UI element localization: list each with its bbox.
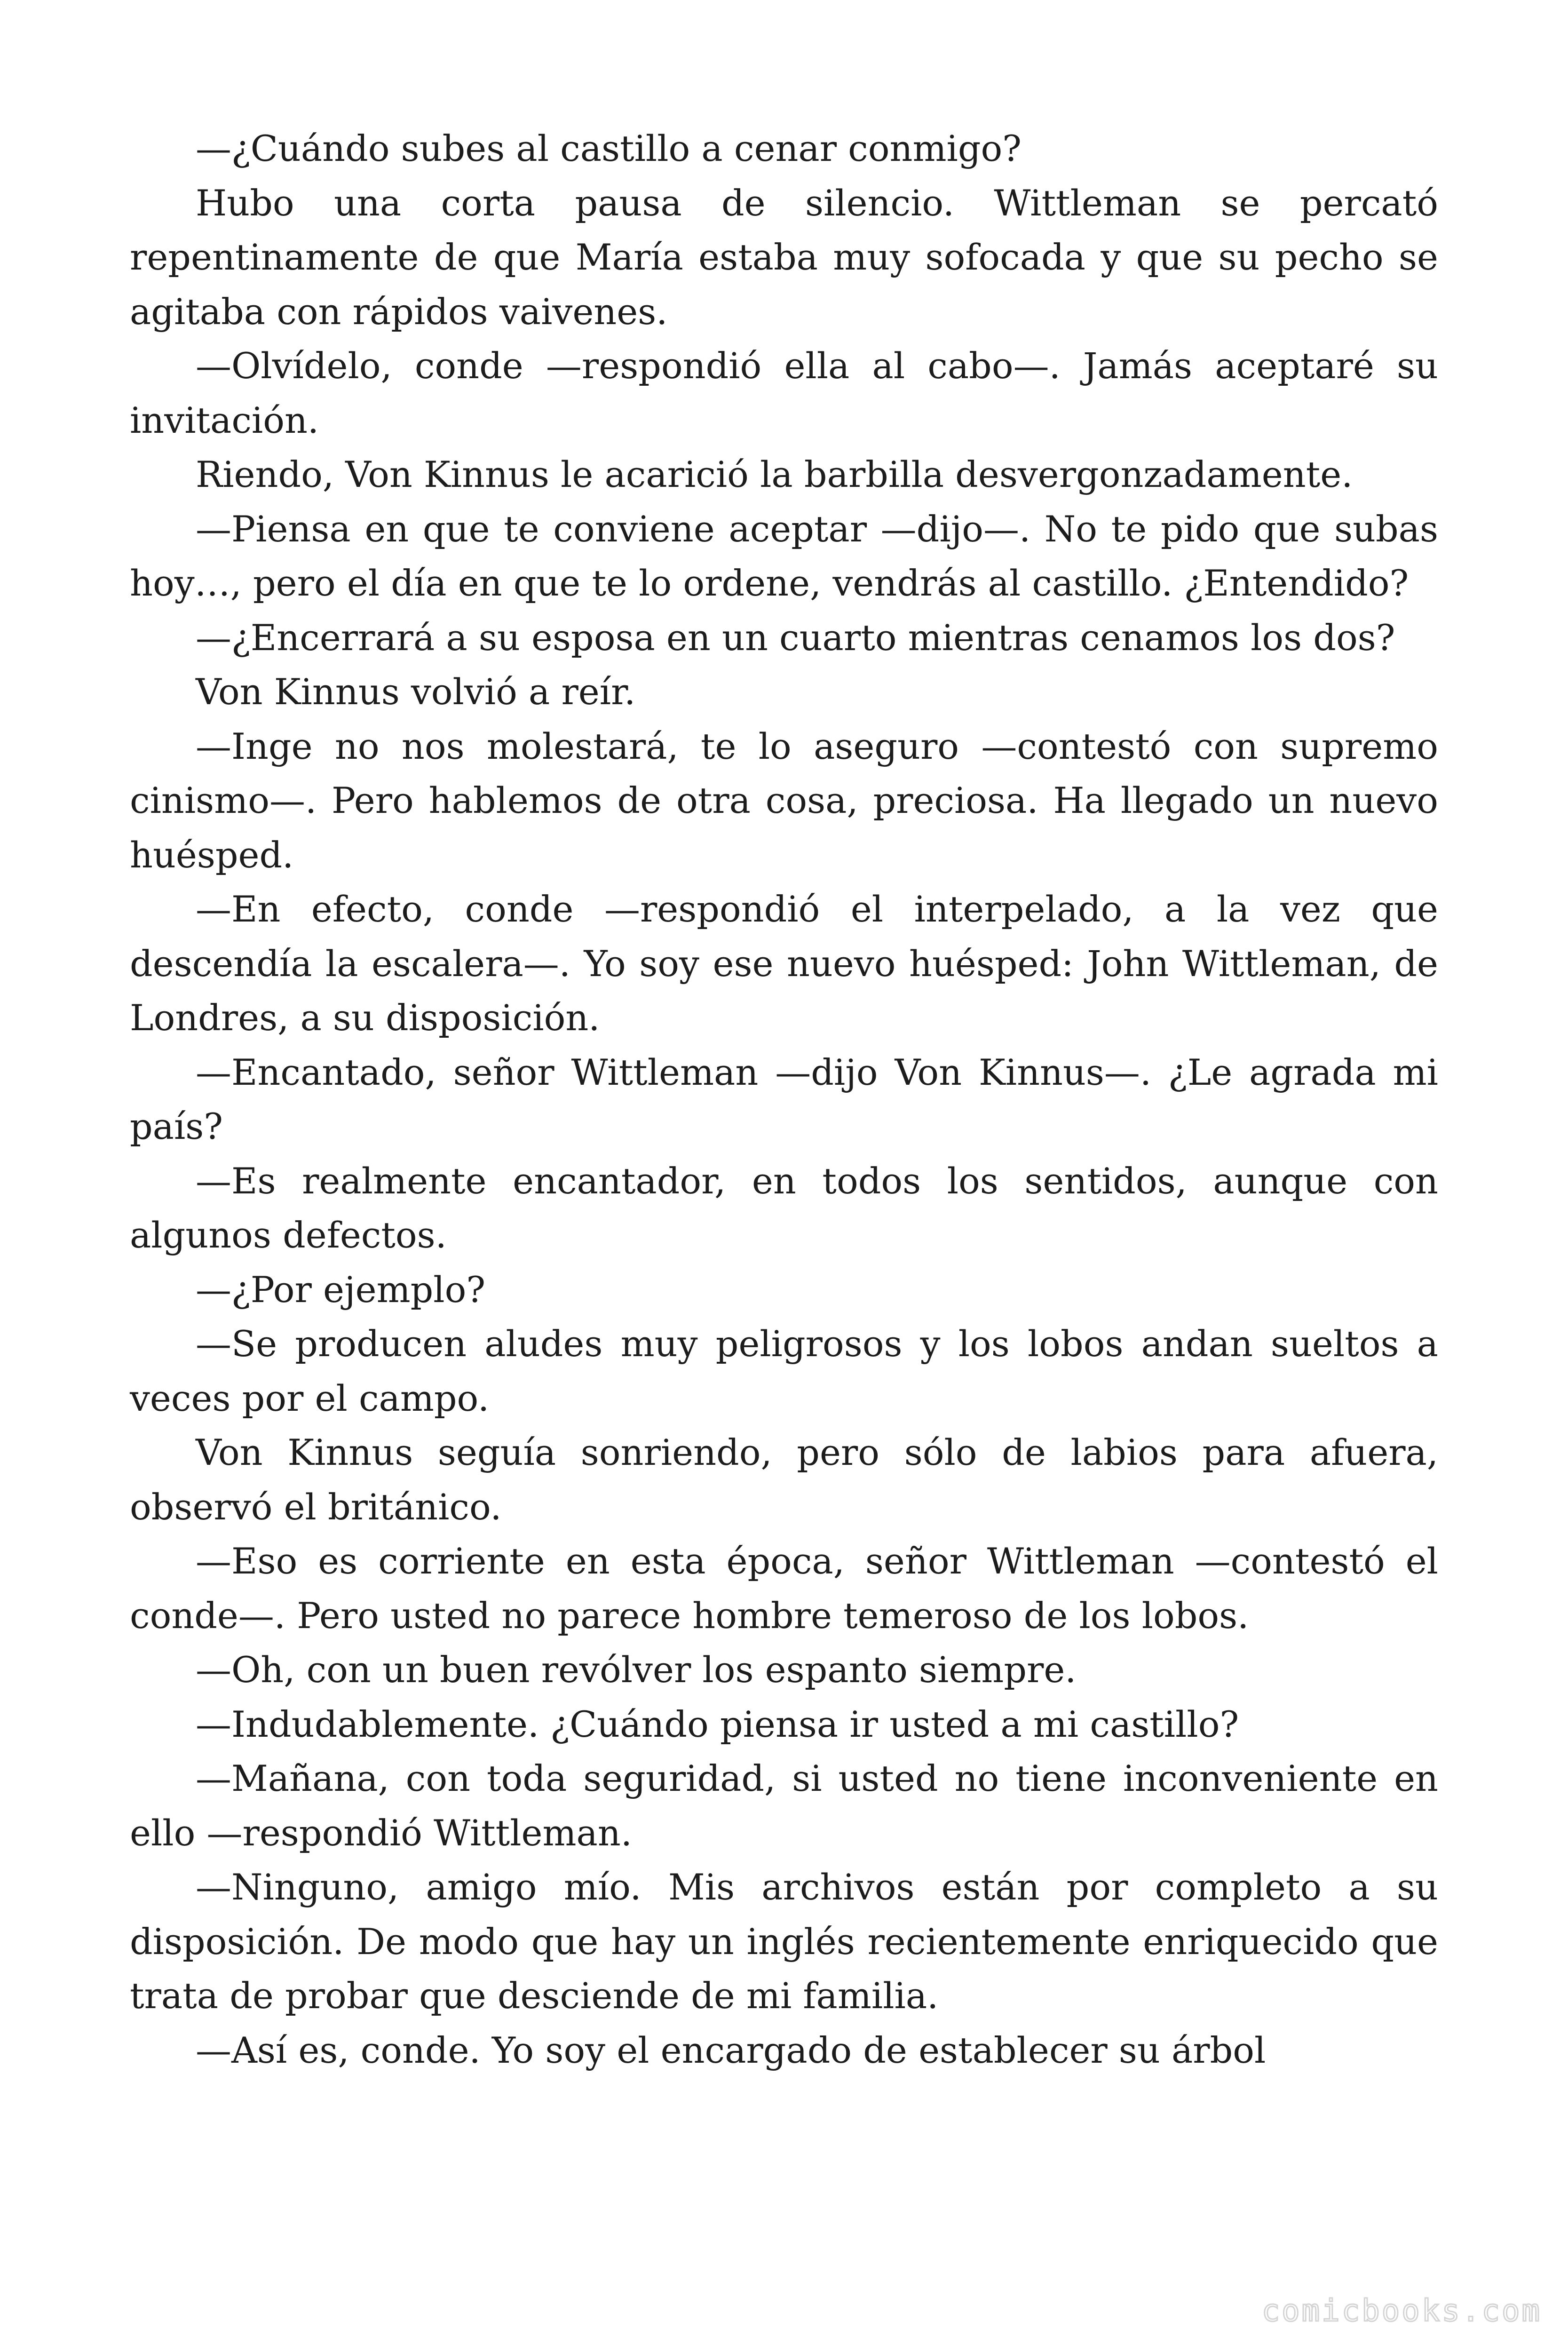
paragraph: Riendo, Von Kinnus le acarició la barbilla desvergonzadamente. — [196, 453, 1353, 495]
paragraph: —Olvídelo, conde —respondió ella al cabo—. Jamás aceptaré su invitación. — [130, 345, 1438, 441]
paragraph: —Piensa en que te conviene aceptar —dijo—. No te pido que subas hoy…, pero el día en que te lo ordene, vendrás al castillo. ¿Entendido? — [130, 508, 1438, 604]
paragraph: Hubo una corta pausa de silencio. Wittleman se percató repentinamente de que María estaba muy sofocada y que su pecho se agitaba con rápidos vaivenes. — [130, 182, 1438, 333]
paragraph: —Indudablemente. ¿Cuándo piensa ir usted a mi castillo? — [196, 1703, 1239, 1745]
watermark-logo: comicbooks.com — [1261, 2294, 1542, 2328]
paragraph: —En efecto, conde —respondió el interpelado, a la vez que descendía la escalera—. Yo soy ese nuevo huésped: John Wittleman, de Londres, a su disposición. — [130, 888, 1438, 1039]
paragraph: —Mañana, con toda seguridad, si usted no tiene inconveniente en ello —respondió Wittleman. — [130, 1757, 1438, 1854]
paragraph: —Oh, con un buen revólver los espanto siempre. — [196, 1649, 1077, 1691]
paragraph: —Eso es corriente en esta época, señor Wittleman —contestó el conde—. Pero usted no parece hombre temeroso de los lobos. — [130, 1540, 1438, 1637]
paragraph: —¿Por ejemplo? — [196, 1268, 486, 1311]
paragraph: Von Kinnus seguía sonriendo, pero sólo de labios para afuera, observó el británico. — [130, 1431, 1438, 1528]
paragraph: —Así es, conde. Yo soy el encargado de establecer su árbol — [196, 2029, 1266, 2071]
paragraph: —¿Encerrará a su esposa en un cuarto mientras cenamos los dos? — [196, 616, 1395, 659]
paragraph: —Es realmente encantador, en todos los sentidos, aunque con algunos defectos. — [130, 1160, 1438, 1256]
paragraph: —Se producen aludes muy peligrosos y los lobos andan sueltos a veces por el campo. — [130, 1323, 1438, 1419]
paragraph: Von Kinnus volvió a reír. — [196, 671, 636, 713]
paragraph: —Inge no nos molestará, te lo aseguro —contestó con supremo cinismo—. Pero hablemos de otra cosa, preciosa. Ha llegado un nuevo huésped. — [130, 725, 1438, 876]
paragraph: —Encantado, señor Wittleman —dijo Von Kinnus—. ¿Le agrada mi país? — [130, 1051, 1438, 1147]
paragraph: —Ninguno, amigo mío. Mis archivos están por completo a su disposición. De modo que hay un inglés recientemente enriquecido que trata de probar que desciende de mi familia. — [130, 1866, 1438, 2017]
page-text — [130, 121, 1438, 2077]
paragraph: —¿Cuándo subes al castillo a cenar conmigo? — [196, 127, 1022, 169]
